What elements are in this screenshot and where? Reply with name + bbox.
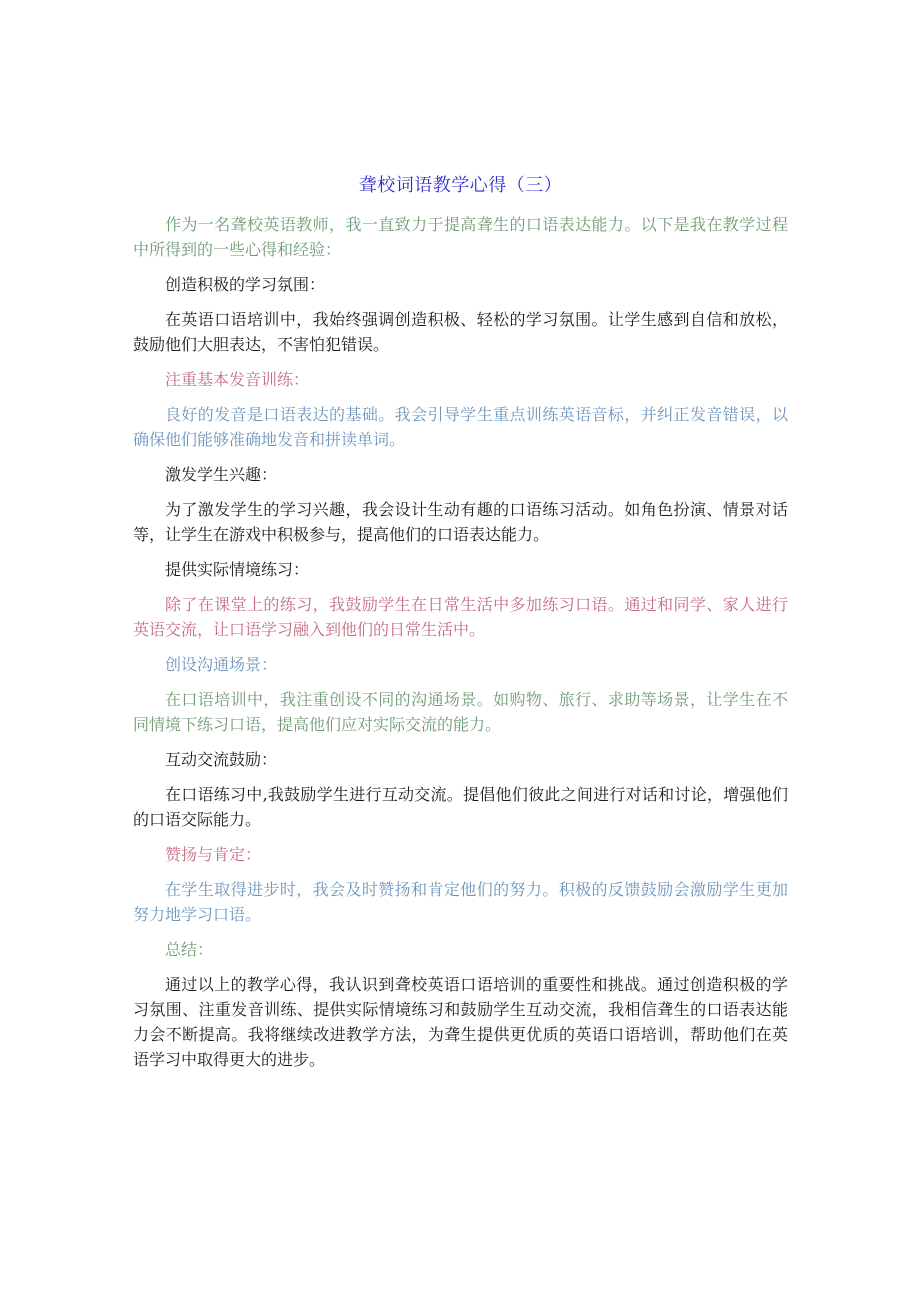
- section-heading-atmosphere: 创造积极的学习氛围：: [165, 275, 326, 294]
- section-heading-real-practice: 提供实际情境练习：: [165, 560, 310, 579]
- document-title: 聋校词语教学心得（三）: [358, 175, 563, 196]
- section-body-atmosphere: 在英语口语培训中，我始终强调创造积极、轻松的学习氛围。让学生感到自信和放松，鼓励他们大胆表达，不害怕犯错误。: [133, 310, 788, 354]
- section-heading-interest: 激发学生兴趣：: [165, 465, 278, 484]
- section-heading-pronunciation: 注重基本发音训练：: [165, 370, 310, 389]
- document-page: [133, 172, 788, 1082]
- section-heading-interaction: 互动交流鼓励：: [165, 750, 278, 769]
- section-body-interaction: 在口语练习中,我鼓励学生进行互动交流。提倡他们彼此之间进行对话和讨论，增强他们的口语交际能力。: [133, 785, 788, 829]
- section-heading-summary: 总结：: [165, 940, 214, 959]
- section-body-interest: 为了激发学生的学习兴趣，我会设计生动有趣的口语练习活动。如角色扮演、情景对话等，让学生在游戏中积极参与，提高他们的口语表达能力。: [133, 500, 788, 544]
- section-body-pronunciation: 良好的发音是口语表达的基础。我会引导学生重点训练英语音标，并纠正发音错误，以确保他们能够准确地发音和拼读单词。: [133, 405, 788, 449]
- section-heading-scenarios: 创设沟通场景：: [165, 655, 278, 674]
- intro-paragraph: 作为一名聋校英语教师，我一直致力于提高聋生的口语表达能力。以下是我在教学过程中所得到的一些心得和经验：: [133, 215, 788, 259]
- section-heading-praise: 赞扬与肯定：: [165, 845, 262, 864]
- section-body-summary: 通过以上的教学心得，我认识到聋校英语口语培训的重要性和挑战。通过创造积极的学习氛围、注重发音训练、提供实际情境练习和鼓励学生互动交流，我相信聋生的口语表达能力会不断提高。我将继续改进教学方法，为聋生提供更优质的英语口语培训，帮助他们在英语学习中取得更大的进步。: [133, 975, 788, 1069]
- section-body-scenarios: 在口语培训中，我注重创设不同的沟通场景。如购物、旅行、求助等场景，让学生在不同情境下练习口语，提高他们应对实际交流的能力。: [133, 690, 788, 734]
- section-body-praise: 在学生取得进步时，我会及时赞扬和肯定他们的努力。积极的反馈鼓励会激励学生更加努力地学习口语。: [133, 880, 788, 924]
- section-body-real-practice: 除了在课堂上的练习，我鼓励学生在日常生活中多加练习口语。通过和同学、家人进行英语交流，让口语学习融入到他们的日常生活中。: [133, 595, 788, 639]
